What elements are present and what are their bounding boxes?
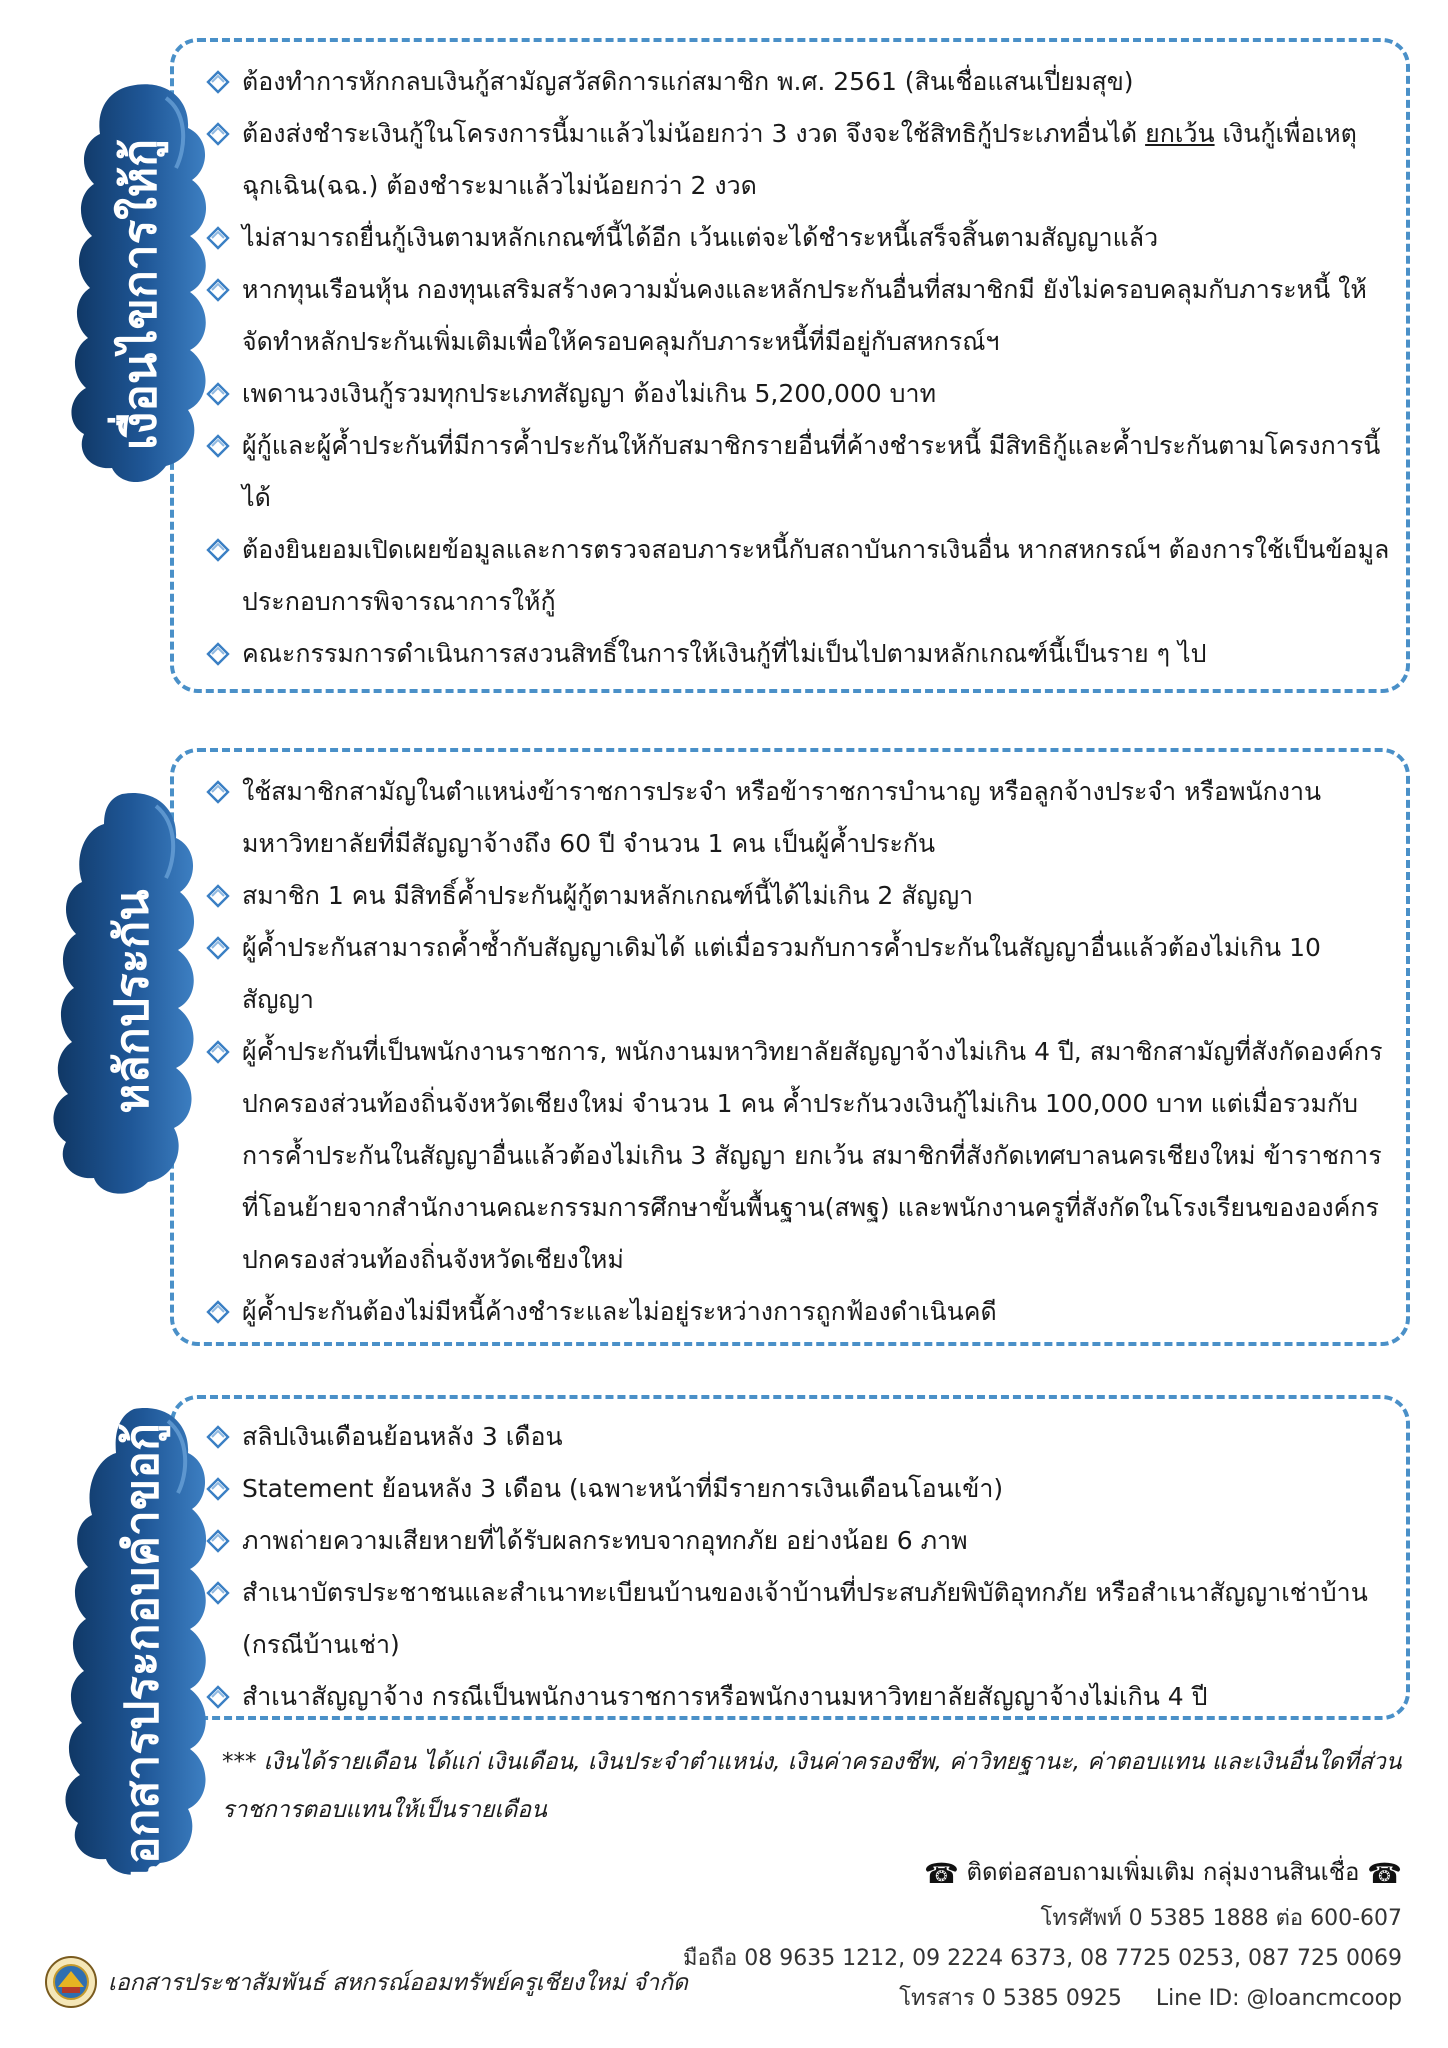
diamond-bullet-icon bbox=[202, 1296, 234, 1328]
telephone-icon: ☎ bbox=[1367, 1856, 1402, 1890]
list-item: ผู้ค้ำประกันที่เป็นพนักงานราชการ, พนักงานมหาวิทยาลัยสัญญาจ้างไม่เกิน 4 ปี, สมาชิกสามัญที่สังกัดองค์กรปกครองส่วนท้องถิ่นจังหวัดเชียงใหม่ จำนวน 1 คน ค้ำประกันวงเงินกู้ไม่เกิน 100,000 บาท แต่เมื่อรวมกับการค้ำประกันในสัญญาอื่นแล้วต้องไม่เกิน 3 สัญญา ยกเว้น สมาชิกที่สังกัดเทศบาลนครเชียงใหม่ ข้าราชการที่โอนย้ายจากสำนักงานคณะกรรมการศึกษาขั้นพื้นฐาน(สพฐ) และพนักงานครูที่สังกัดในโรงเรียนขององค์กรปกครองส่วนท้องถิ่นจังหวัดเชียงใหม่ bbox=[170, 1026, 1410, 1286]
list-item: ภาพถ่ายความเสียหายที่ได้รับผลกระทบจากอุทกภัย อย่างน้อย 6 ภาพ bbox=[170, 1515, 1410, 1567]
cloud-badge-collateral bbox=[52, 780, 212, 1200]
exception-emphasis: ยกเว้น bbox=[1145, 119, 1215, 148]
list-item: สำเนาสัญญาจ้าง กรณีเป็นพนักงานราชการหรือพนักงานมหาวิทยาลัยสัญญาจ้างไม่เกิน 4 ปี bbox=[170, 1671, 1410, 1723]
list-item: ไม่สามารถยื่นกู้เงินตามหลักเกณฑ์นี้ได้อีก เว้นแต่จะได้ชำระหนี้เสร็จสิ้นตามสัญญาแล้ว bbox=[170, 212, 1410, 264]
list-item: สลิปเงินเดือนย้อนหลัง 3 เดือน bbox=[170, 1411, 1410, 1463]
list-item: เพดานวงเงินกู้รวมทุกประเภทสัญญา ต้องไม่เกิน 5,200,000 บาท bbox=[170, 368, 1410, 420]
list-item: Statement ย้อนหลัง 3 เดือน (เฉพาะหน้าที่มีรายการเงินเดือนโอนเข้า) bbox=[170, 1463, 1410, 1515]
footer-publisher: เอกสารประชาสัมพันธ์ สหกรณ์ออมทรัพย์ครูเชียงใหม่ จำกัด bbox=[108, 1970, 688, 1996]
list-item: ใช้สมาชิกสามัญในตำแหน่งข้าราชการประจำ หรือข้าราชการบำนาญ หรือลูกจ้างประจำ หรือพนักงานมหาวิทยาลัยที่มีสัญญาจ้างถึง 60 ปี จำนวน 1 คน เป็นผู้ค้ำประกัน bbox=[170, 766, 1410, 870]
list-item: ต้องทำการหักกลบเงินกู้สามัญสวัสดิการแก่สมาชิก พ.ศ. 2561 (สินเชื่อแสนเปี่ยมสุข) bbox=[170, 56, 1410, 108]
contact-mobile: มือถือ 08 9635 1212, 09 2224 6373, 08 7725 0253, 087 725 0069 bbox=[682, 1946, 1402, 1971]
list-item: คณะกรรมการดำเนินการสงวนสิทธิ์ในการให้เงินกู้ที่ไม่เป็นไปตามหลักเกณฑ์นี้เป็นราย ๆ ไป bbox=[170, 628, 1410, 680]
cooperative-logo-icon bbox=[44, 1955, 98, 2009]
collateral-list bbox=[170, 766, 1410, 1338]
section-documents bbox=[170, 1395, 1410, 1720]
cloud-badge-documents bbox=[62, 1395, 222, 1880]
section-title-conditions: เงื่อนไขการให้กู้ bbox=[112, 139, 167, 450]
list-item: ผู้กู้และผู้ค้ำประกันที่มีการค้ำประกันให้กับสมาชิกรายอื่นที่ค้างชำระหนี้ มีสิทธิกู้และค้ำประกันตามโครงการนี้ได้ bbox=[170, 420, 1410, 524]
contact-fax-line bbox=[899, 1980, 1402, 2015]
list-item: ต้องยินยอมเปิดเผยข้อมูลและการตรวจสอบภาระหนี้กับสถาบันการเงินอื่น หากสหกรณ์ฯ ต้องการใช้เป็นข้อมูลประกอบการพิจารณาการให้กู้ bbox=[170, 524, 1410, 628]
section-title-collateral: หลักประกัน bbox=[104, 889, 159, 1114]
documents-list bbox=[170, 1411, 1410, 1723]
contact-line-id[interactable]: Line ID: @loancmcoop bbox=[1155, 1986, 1402, 2011]
income-note: *** เงินได้รายเดือน ได้แก่ เงินเดือน, เงินประจำตำแหน่ง, เงินค่าครองชีพ, ค่าวิทยฐานะ, ค่าตอบแทน และเงินอื่นใดที่ส่วนราชการตอบแทนให้เป็นรายเดือน bbox=[222, 1749, 1402, 1823]
cloud-badge-conditions bbox=[70, 68, 220, 498]
diamond-bullet-icon bbox=[202, 534, 234, 566]
list-item: ผู้ค้ำประกันต้องไม่มีหนี้ค้างชำระและไม่อยู่ระหว่างการถูกฟ้องดำเนินคดี bbox=[170, 1286, 1410, 1338]
telephone-icon: ☎ bbox=[923, 1856, 959, 1890]
contact-title-row bbox=[924, 1852, 1402, 1891]
list-item: ผู้ค้ำประกันสามารถค้ำซ้ำกับสัญญาเดิมได้ แต่เมื่อรวมกับการค้ำประกันในสัญญาอื่นแล้วต้องไม่เกิน 10 สัญญา bbox=[170, 922, 1410, 1026]
contact-fax: โทรสาร 0 5385 0925 bbox=[899, 1986, 1122, 2011]
section-collateral bbox=[170, 748, 1410, 1346]
list-item: ต้องส่งชำระเงินกู้ในโครงการนี้มาแล้วไม่น้อยกว่า 3 งวด จึงจะใช้สิทธิกู้ประเภทอื่นได้ ยกเว้น เงินกู้เพื่อเหตุฉุกเฉิน(ฉฉ.) ต้องชำระมาแล้วไม่น้อยกว่า 2 งวด bbox=[170, 108, 1410, 212]
list-item: สำเนาบัตรประชาชนและสำเนาทะเบียนบ้านของเจ้าบ้านที่ประสบภัยพิบัติอุทกภัย หรือสำเนาสัญญาเช่าบ้าน (กรณีบ้านเช่า) bbox=[170, 1567, 1410, 1671]
contact-title: ติดต่อสอบถามเพิ่มเติม กลุ่มงานสินเชื่อ bbox=[966, 1858, 1360, 1886]
list-item: สมาชิก 1 คน มีสิทธิ์ค้ำประกันผู้กู้ตามหลักเกณฑ์นี้ได้ไม่เกิน 2 สัญญา bbox=[170, 870, 1410, 922]
contact-phone: โทรศัพท์ 0 5385 1888 ต่อ 600-607 bbox=[1040, 1906, 1402, 1931]
conditions-list bbox=[170, 56, 1410, 680]
section-title-documents: เอกสารประกอบคำขอกู้ bbox=[114, 1423, 169, 1880]
section-loan-conditions bbox=[170, 38, 1410, 693]
diamond-bullet-icon bbox=[202, 638, 234, 670]
list-item: หากทุนเรือนหุ้น กองทุนเสริมสร้างความมั่นคงและหลักประกันอื่นที่สมาชิกมี ยังไม่ครอบคลุมกับภาระหนี้ ให้จัดทำหลักประกันเพิ่มเติมเพื่อให้ครอบคลุมกับภาระหนี้ที่มีอยู่กับสหกรณ์ฯ bbox=[170, 264, 1410, 368]
